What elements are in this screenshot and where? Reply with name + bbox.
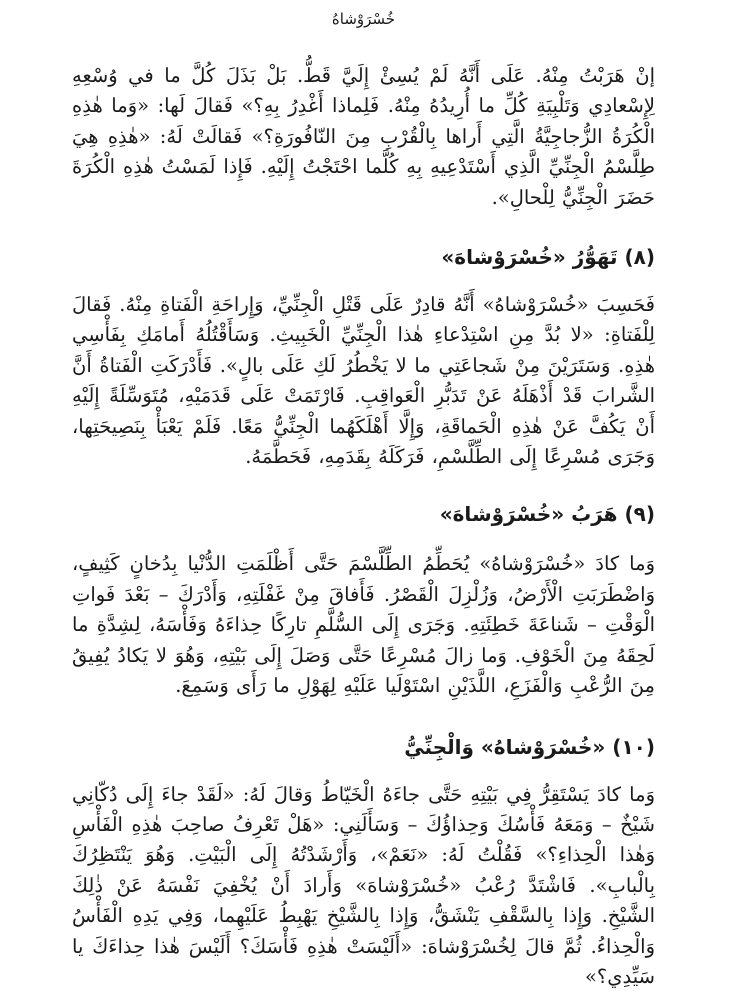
paragraph-continuation: إنْ هَرَبْتُ مِنْهُ. عَلَى أَنَّهُ لَمْ يُسِئْ إِلَيَّ قَطُّ. بَلْ بَذَلَ كُلَّ ما في وُسْعِهِ لِإِسْعادِي وَتَلْبِيَةِ كُلِّ ما أُرِيدُهُ مِنْهُ. فَلِماذا أَغْدِرُ بِهِ؟» فَقالَ لَها: «وَما هٰذِهِ الْكُرَةُ الزُّجاجِيَّةُ الَّتِي أَراها بِالْقُرْبِ مِنَ النّافُورَةِ؟» فَقالَتْ لَهُ: «هٰذِهِ هِيَ طِلَّسْمُ الْجِنِّيِّ الَّذِي أَسْتَدْعِيهِ بِهِ كُلَّما احْتَجْتُ إِلَيْهِ. فَإِذا لَمَسْتُ هٰذِهِ الْكُرَةَ حَضَرَ الْجِنِّيُّ لِلْحالِ». [72, 64, 655, 209]
paragraph-section-8: فَحَسِبَ «خُسْرَوْشاهُ» أَنَّهُ قادِرٌ عَلَى قَتْلِ الْجِنِّيِّ، وَإِراحَةِ الْفَتاةِ مِنْهُ. فَقالَ لِلْفَتاةِ: «لا بُدَّ مِنِ اسْتِدْعاءِ هٰذا الْجِنِّيِّ الْخَبِيثِ. وَسَأَقْتُلُهُ أَمامَكِ بِفَأْسِي هٰذِهِ. وَسَتَرَيْنَ مِنْ شَجاعَتِي ما لا يَخْطُرُ لَكِ عَلَى بالٍ». فَأَدْرَكَتِ الْفَتاةُ أَنَّ الشَّرابَ قَدْ أَذْهَلَهُ عَنْ تَدَبُّرِ الْعَواقِبِ. فَارْتَمَتْ عَلَى قَدَمَيْهِ، مُتَوَسِّلَةً إِلَيْهِ أَنْ يَكُفَّ عَنْ هٰذِهِ الْحَماقَةِ، وَإِلَّا أَهْلَكَهُما الْجِنِّيُّ مَعًا. فَلَمْ يَعْبَأْ بِنَصِيحَتِها، وَجَرَى مُسْرِعًا إِلَى الطِّلَّسْمِ، فَرَكَلَهُ بِقَدَمِهِ، فَحَطَّمَهُ. [72, 293, 656, 469]
paragraph-section-10: وَما كادَ يَسْتَقِرُّ فِي بَيْتِهِ حَتَّى جاءَهُ الْخَيّاطُ وَقالَ لَهُ: «لَقَدْ جاءَ إِلَى دُكّانِي شَيْخٌ – وَمَعَهُ فَأْسُكَ وَحِذاؤُكَ – وَسَأَلَنِي: «هَلْ تَعْرِفُ صاحِبَ هٰذِهِ الْفَأْسِ وَهٰذا الْحِذاءِ؟» فَقُلْتُ لَهُ: «نَعَمْ»، وَأَرْشَدْتُهُ إِلَى الْبَيْتِ. وَهُوَ يَنْتَظِرُكَ بِالْبابِ». فَاشْتَدَّ رُعْبُ «خُسْرَوْشاهَ» وَأَرادَ أَنْ يُخْفِيَ نَفْسَهُ عَنْ ذٰلِكَ الشَّيْخِ. وَإِذا بِالسَّقْفِ يَنْشَقُّ، وَإِذا بِالشَّيْخِ يَهْبِطُ عَلَيْهِما، وَفِي يَدِهِ الْفَأْسُ وَالْحِذاءُ. ثُمَّ قالَ لِخُسْرَوْشاهَ: «أَلَيْسَتْ هٰذِهِ فَأْسَكَ؟ أَلَيْسَ هٰذا حِذاءَكَ يا سَيِّدِي؟» [72, 782, 655, 988]
section-heading-9: (٩) هَرَبُ «خُسْرَوْشاهَ» [439, 502, 655, 527]
section-heading-10: (١٠) «خُسْرَوْشاهُ» وَالْجِنِّيُّ [404, 734, 655, 759]
section-heading-8: (٨) تَهَوُّرُ «خُسْرَوْشاهَ» [441, 245, 655, 270]
paragraph-section-9: وَما كادَ «خُسْرَوْشاهُ» يُحَطِّمُ الطِّلَّسْمَ حَتَّى أَظْلَمَتِ الدُّنْيا بِدُخانٍ كَثِيفٍ، وَاضْطَرَبَتِ الْأَرْضُ، وَزُلْزِلَ الْقَصْرُ. فَأَفاقَ مِنْ غَفْلَتِهِ، وَأَدْرَكَ – بَعْدَ فَواتِ الْوَقْتِ – شَناعَةَ خَطِئَتِهِ. وَجَرَى إِلَى السُّلَّمِ تارِكًا حِذاءَهُ وَفَأْسَهُ، لِشِدَّةِ ما لَحِقَهُ مِنَ الْخَوْفِ. وَما زالَ مُسْرِعًا حَتَّى وَصَلَ إِلَى بَيْتِهِ، وَهُوَ لا يَكادُ يُفِيقُ مِنَ الرُّعْبِ وَالْفَزَعِ، اللَّذَيْنِ اسْتَوْلَيا عَلَيْهِ لِهَوْلِ ما رَأَى وَسَمِعَ. [72, 552, 655, 698]
running-head: خُسْرَوْشاهُ [331, 10, 396, 28]
